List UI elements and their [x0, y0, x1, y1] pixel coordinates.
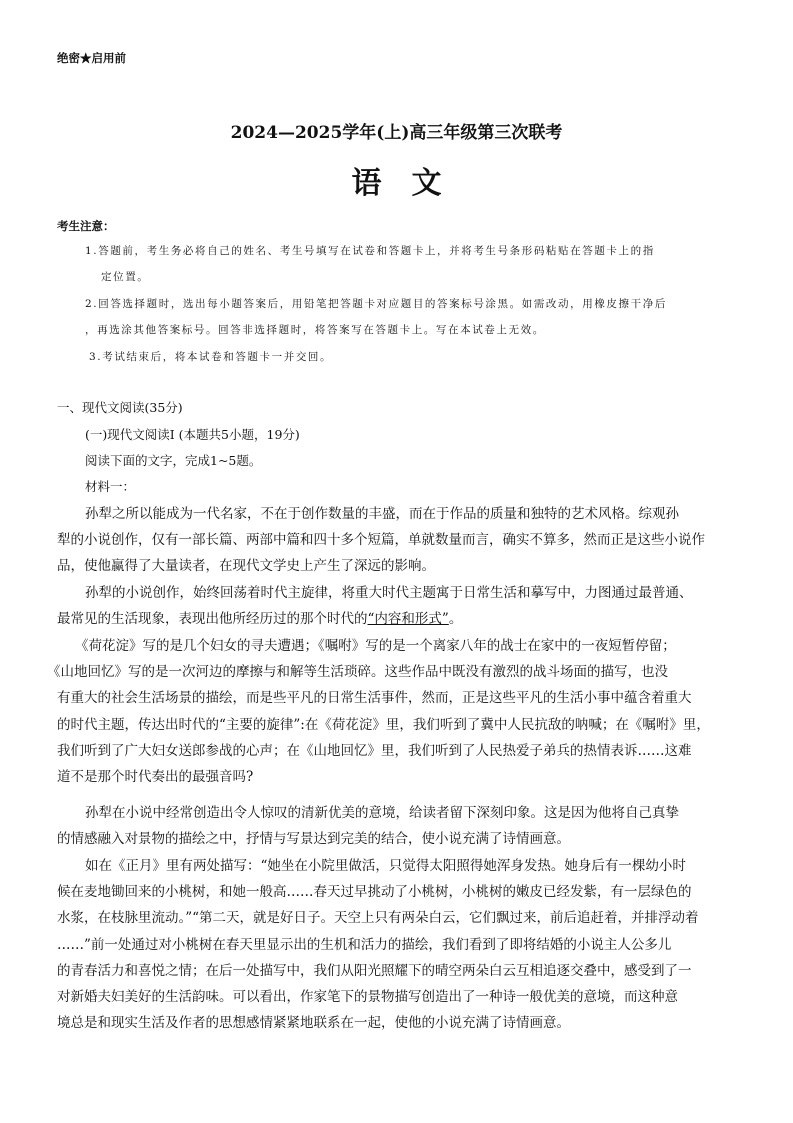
text-line: 品，使他赢得了大量读者，在现代文学史上产生了深远的影响。	[57, 558, 435, 575]
text-line: 有重大的社会生活场景的描绘，而是些平凡的日常生活事件，然而，正是这些平凡的生活小事中蕴含着重大	[57, 690, 692, 707]
subsection-title: (一)现代文阅读Ⅰ (本题共5小题，19分)	[85, 427, 300, 442]
text-fragment: 。	[448, 611, 463, 628]
text-line: 《荷花淀》写的是几个妇女的寻夫遭遇；《嘱咐》写的是一个离家八年的战士在家中的一夜短暂停留；	[75, 638, 676, 654]
notice-line-3: 2.回答选择题时，选出每小题答案后，用铅笔把答题卡对应题目的答案标号涂黑。如需改动，用橡皮擦干净后	[85, 298, 667, 310]
text-line: 犁的小说创作，仅有一部长篇、两部中篇和四十多个短篇，单就数量而言，确实不算多，然而正是这些小说作	[57, 532, 705, 549]
notice-line-4: ，再选涂其他答案标号。回答非选择题时，将答案写在答题卡上。写在本试卷上无效。	[85, 324, 545, 336]
text-line: 孙犁在小说中经常创造出令人惊叹的清新优美的意境，给读者留下深刻印象。这是因为他将自己真挚	[85, 805, 679, 821]
text-line: 水浆，在枝脉里流动。”“第二天，就是好日子。天空上只有两朵白云，它们飘过来，前后追赶着，并排浮动着	[57, 910, 699, 927]
notice-line-5: 3.考试结束后，将本试卷和答题卡一并交回。	[89, 351, 333, 363]
text-line: 的时代主题，传达出时代的“主要的旋律”:在《荷花淀》里，我们听到了冀中人民抗敌的呐喊；在《嘱咐》里，	[57, 716, 710, 733]
underlined-quote: “内容和形式”	[367, 611, 449, 628]
paragraph-5	[57, 853, 737, 1036]
text-line: 道不是那个时代奏出的最强音吗?	[57, 768, 254, 785]
paragraph-1	[57, 501, 737, 580]
text-line: ……”前一处通过对小桃树在春天里显示出的生机和活力的描绘，我们看到了即将结婚的小说主人公多儿	[57, 936, 672, 953]
notice-line-1: 1.答题前，考生务必将自己的姓名、考生号填写在试卷和答题卡上，并将考生号条形码粘贴在答题卡上的指	[85, 245, 655, 257]
paragraph-3	[47, 633, 737, 790]
subject-title: 语文	[351, 166, 472, 201]
text-line	[57, 606, 737, 632]
text-line: 孙犁的小说创作，始终回荡着时代主旋律，将重大时代主题寓于日常生活和摹写中，力图通过最普通、	[85, 585, 693, 601]
text-line: 孙犁之所以能成为一代名家，不在于创作数量的丰盛，而在于作品的质量和独特的艺术风格。综观孙	[85, 506, 679, 522]
text-line: 我们听到了广大妇女送郎参战的心声；在《山地回忆》里，我们听到了人民热爱子弟兵的热情表诉……这难	[57, 742, 692, 759]
text-line: 《山地回忆》写的是一次河边的摩擦与和解等生活琐碎。这些作品中既没有激烈的战斗场面的描写，也没	[47, 664, 668, 681]
exam-title: 2024—2025学年(上)高三年级第三次联考	[230, 123, 563, 143]
instruction-text: 阅读下面的文字，完成1~5题。	[85, 453, 262, 468]
material-label: 材料一：	[85, 479, 136, 494]
paragraph-4	[57, 800, 737, 852]
paragraph-2	[57, 580, 737, 632]
text-line: 境总是和现实生活及作者的思想感情紧紧地联系在一起，使他的小说充满了诗情画意。	[57, 1015, 570, 1032]
section-title: 一、现代文阅读(35分)	[57, 400, 183, 415]
text-line: 对新婚夫妇美好的生活韵味。可以看出，作家笔下的景物描写创造出了一种诗一般优美的意境，而这种意	[57, 988, 678, 1005]
text-line: 如在《正月》里有两处描写：“她坐在小院里做活，只觉得太阳照得她浑身发热。她身后有一棵幼小时	[85, 858, 686, 874]
confidential-label: 绝密★启用前	[57, 51, 126, 65]
text-fragment: 最常见的生活现象，表现出他所经历过的那个时代的	[57, 611, 368, 628]
text-line: 的情感融入对景物的描绘之中，抒情与写景达到完美的结合，使小说充满了诗情画意。	[57, 831, 570, 848]
notice-line-2: 定位置。	[101, 271, 150, 283]
text-line: 的青春活力和喜悦之情；在后一处描写中，我们从阳光照耀下的晴空两朵白云互相追逐交叠中，感受到了一	[57, 962, 692, 979]
text-line: 候在麦地锄回来的小桃树，和她一般高……春天过早挑动了小桃树，小桃树的嫩皮已经发紫，有一层绿色的	[57, 884, 692, 901]
notice-heading: 考生注意：	[57, 219, 115, 233]
